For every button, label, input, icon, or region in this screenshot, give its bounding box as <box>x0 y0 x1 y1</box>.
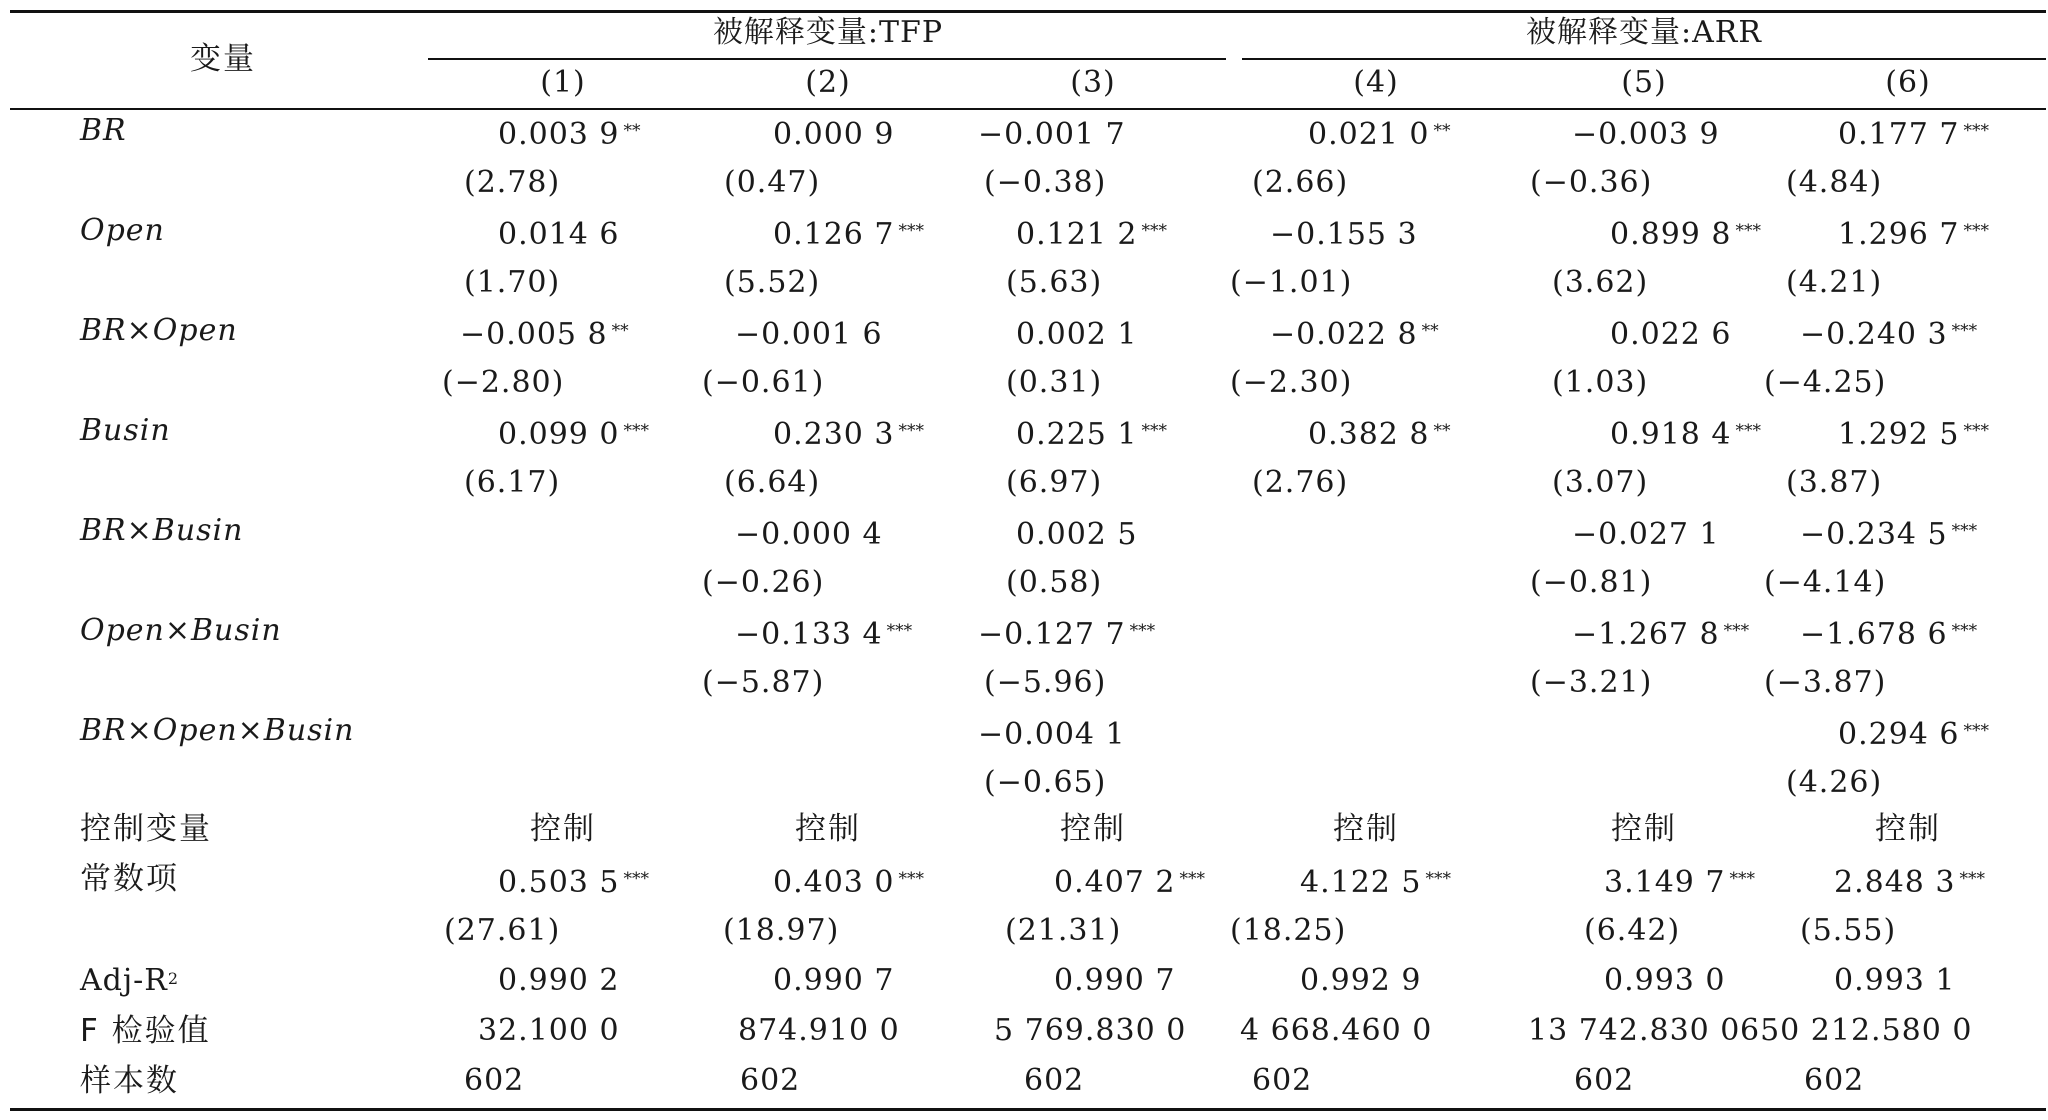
f-test-cell: 650 212.580 0 <box>1740 1013 1973 1048</box>
t-stat: (21.31) <box>1005 913 1122 948</box>
coef-value: −1.678 6 <box>1800 617 1948 652</box>
adj-r2-cell: 0.993 1 <box>1834 963 1956 998</box>
arr-group-header: 被解释变量:ARR <box>1526 15 1762 50</box>
coef-value: 0.503 5 <box>498 865 620 900</box>
significance-stars: *** <box>1735 421 1762 441</box>
significance-stars: *** <box>1141 221 1168 241</box>
row-label-busin: Busin <box>80 413 171 448</box>
significance-stars: ** <box>623 121 641 141</box>
t-stat: (4.21) <box>1786 265 1883 300</box>
coef-cell <box>498 418 649 452</box>
adj-r2-cell: 0.993 0 <box>1604 963 1726 998</box>
row-label-br-busin: BR×Busin <box>80 513 244 548</box>
controls-cell: 控制 <box>1875 811 1941 847</box>
t-stat: (6.64) <box>724 465 821 500</box>
coef-value: −0.001 7 <box>978 117 1126 152</box>
significance-stars: *** <box>1963 721 1990 741</box>
adj-r2-cell: 0.990 7 <box>1054 963 1176 998</box>
sample-size-cell: 602 <box>1252 1063 1313 1098</box>
coef-value: 0.225 1 <box>1016 417 1138 452</box>
significance-stars: ** <box>1433 121 1451 141</box>
sample-size-cell: 602 <box>1024 1063 1085 1098</box>
t-stat: (2.76) <box>1252 465 1349 500</box>
adj-r2-cell: 0.990 2 <box>498 963 620 998</box>
significance-stars: *** <box>1951 521 1978 541</box>
coef-value: 0.099 0 <box>498 417 620 452</box>
controls-cell: 控制 <box>1611 811 1677 847</box>
t-stat: (6.97) <box>1006 465 1103 500</box>
coef-cell <box>1572 618 1749 652</box>
coef-value: −0.003 9 <box>1572 117 1720 152</box>
coef-cell <box>1054 866 1205 900</box>
coef-cell <box>1610 418 1761 452</box>
coef-cell <box>735 518 883 552</box>
coef-cell <box>1800 318 1977 352</box>
t-stat: (−5.87) <box>702 665 825 700</box>
coef-cell <box>1270 218 1418 252</box>
coef-cell <box>498 118 641 152</box>
significance-stars: ** <box>1421 321 1439 341</box>
table-header-rule <box>10 108 2046 110</box>
coef-cell <box>1308 418 1451 452</box>
t-stat: (27.61) <box>444 913 561 948</box>
coef-cell <box>773 866 924 900</box>
t-stat: (−0.38) <box>984 165 1107 200</box>
coef-cell <box>1838 218 1989 252</box>
t-stat: (−2.80) <box>442 365 565 400</box>
significance-stars: *** <box>886 621 913 641</box>
significance-stars: *** <box>1951 621 1978 641</box>
controls-cell: 控制 <box>530 811 596 847</box>
f-test-cell: 32.100 0 <box>478 1013 620 1048</box>
coef-value: 0.177 7 <box>1838 117 1960 152</box>
coef-cell <box>773 118 895 152</box>
table-top-rule <box>10 10 2046 13</box>
t-stat: (−4.25) <box>1764 365 1887 400</box>
coef-cell <box>1610 218 1761 252</box>
coef-value: 0.021 0 <box>1308 117 1430 152</box>
t-stat: (18.25) <box>1230 913 1347 948</box>
coef-value: 0.121 2 <box>1016 217 1138 252</box>
t-stat: (−5.96) <box>984 665 1107 700</box>
significance-stars: *** <box>1963 421 1990 441</box>
t-stat: (0.58) <box>1006 565 1103 600</box>
coef-value: −0.027 1 <box>1572 517 1720 552</box>
coef-cell <box>1016 318 1138 352</box>
f-test-cell: 4 668.460 0 <box>1240 1013 1433 1048</box>
coef-cell <box>735 618 912 652</box>
coef-value: 4.122 5 <box>1300 865 1422 900</box>
row-label-controls: 控制变量 <box>80 811 212 847</box>
coef-value: 0.230 3 <box>773 417 895 452</box>
coef-value: 0.000 9 <box>773 117 895 152</box>
coef-value: −0.155 3 <box>1270 217 1418 252</box>
coef-cell <box>460 318 629 352</box>
t-stat: (−0.81) <box>1530 565 1653 600</box>
coef-value: −1.267 8 <box>1572 617 1720 652</box>
coef-cell <box>1572 518 1720 552</box>
row-label-constant: 常数项 <box>80 861 179 897</box>
significance-stars: *** <box>623 869 650 889</box>
column-header-4: (4) <box>1353 65 1399 100</box>
coef-value: 1.296 7 <box>1838 217 1960 252</box>
coef-cell <box>1800 618 1977 652</box>
t-stat: (−3.21) <box>1530 665 1653 700</box>
coef-value: −0.133 4 <box>735 617 883 652</box>
coef-value: −0.240 3 <box>1800 317 1948 352</box>
row-label-adj-r2 <box>80 964 179 998</box>
coef-value: −0.022 8 <box>1270 317 1418 352</box>
coef-value: 0.403 0 <box>773 865 895 900</box>
significance-stars: *** <box>1425 869 1452 889</box>
coef-value: −0.004 1 <box>978 717 1126 752</box>
row-label-f-test: F 检验值 <box>80 1013 211 1049</box>
row-label-open-busin: Open×Busin <box>80 613 282 648</box>
coef-cell <box>773 218 924 252</box>
significance-stars: *** <box>1723 621 1750 641</box>
t-stat: (−0.26) <box>702 565 825 600</box>
f-test-cell: 874.910 0 <box>738 1013 900 1048</box>
coef-value: −0.234 5 <box>1800 517 1948 552</box>
significance-stars: *** <box>1179 869 1206 889</box>
adj-r2-cell: 0.990 7 <box>773 963 895 998</box>
coef-cell <box>978 718 1126 752</box>
significance-stars: *** <box>1963 121 1990 141</box>
sample-size-cell: 602 <box>740 1063 801 1098</box>
t-stat: (1.70) <box>464 265 561 300</box>
coef-value: 0.899 8 <box>1610 217 1732 252</box>
adj-r2-superscript: 2 <box>167 969 180 988</box>
coef-cell <box>978 118 1126 152</box>
t-stat: (18.97) <box>723 913 840 948</box>
significance-stars: ** <box>611 321 629 341</box>
significance-stars: *** <box>1951 321 1978 341</box>
tfp-group-header: 被解释变量:TFP <box>712 15 944 50</box>
t-stat: (4.84) <box>1786 165 1883 200</box>
coef-cell <box>1016 518 1138 552</box>
t-stat: (5.63) <box>1006 265 1103 300</box>
t-stat: (2.78) <box>464 165 561 200</box>
sample-size-cell: 602 <box>1804 1063 1865 1098</box>
t-stat: (4.26) <box>1786 765 1883 800</box>
coef-value: 3.149 7 <box>1604 865 1726 900</box>
coef-value: 0.407 2 <box>1054 865 1176 900</box>
t-stat: (2.66) <box>1252 165 1349 200</box>
sample-size-cell: 602 <box>1574 1063 1635 1098</box>
sample-size-cell: 602 <box>464 1063 525 1098</box>
coef-value: 0.022 6 <box>1610 317 1732 352</box>
coef-cell <box>978 618 1155 652</box>
coef-cell <box>1838 418 1989 452</box>
row-label-br: BR <box>80 113 127 148</box>
variable-header: 变量 <box>190 41 256 77</box>
coef-cell <box>498 218 620 252</box>
coef-value: 0.002 5 <box>1016 517 1138 552</box>
coef-value: −0.005 8 <box>460 317 608 352</box>
t-stat: (−0.65) <box>984 765 1107 800</box>
significance-stars: *** <box>898 869 925 889</box>
column-header-5: (5) <box>1621 65 1667 100</box>
coef-value: 1.292 5 <box>1838 417 1960 452</box>
significance-stars: ** <box>1433 421 1451 441</box>
coef-value: 0.003 9 <box>498 117 620 152</box>
t-stat: (1.03) <box>1552 365 1649 400</box>
t-stat: (0.31) <box>1006 365 1103 400</box>
controls-cell: 控制 <box>1060 811 1126 847</box>
arr-group-rule <box>1242 58 2046 60</box>
coef-value: 0.382 8 <box>1308 417 1430 452</box>
row-label-open: Open <box>80 213 165 248</box>
t-stat: (−3.87) <box>1764 665 1887 700</box>
coef-value: −0.000 4 <box>735 517 883 552</box>
row-label-br-open-busin: BR×Open×Busin <box>80 713 355 748</box>
coef-cell <box>1800 518 1977 552</box>
controls-cell: 控制 <box>795 811 861 847</box>
row-label-sample-size: 样本数 <box>80 1063 179 1099</box>
significance-stars: *** <box>1963 221 1990 241</box>
t-stat: (−0.36) <box>1530 165 1653 200</box>
coef-cell <box>1300 866 1451 900</box>
coef-cell <box>1604 866 1755 900</box>
coef-cell <box>1016 418 1167 452</box>
coef-value: −0.001 6 <box>735 317 883 352</box>
column-header-2: (2) <box>805 65 851 100</box>
t-stat: (−1.01) <box>1230 265 1353 300</box>
coef-value: 2.848 3 <box>1834 865 1956 900</box>
coef-cell <box>1834 866 1985 900</box>
significance-stars: *** <box>898 421 925 441</box>
t-stat: (−4.14) <box>1764 565 1887 600</box>
significance-stars: *** <box>1729 869 1756 889</box>
t-stat: (3.62) <box>1552 265 1649 300</box>
t-stat: (5.55) <box>1800 913 1897 948</box>
f-test-cell: 5 769.830 0 <box>994 1013 1187 1048</box>
coef-value: 0.014 6 <box>498 217 620 252</box>
coef-value: 0.126 7 <box>773 217 895 252</box>
column-header-3: (3) <box>1070 65 1116 100</box>
controls-cell: 控制 <box>1333 811 1399 847</box>
coef-cell <box>1572 118 1720 152</box>
t-stat: (5.52) <box>724 265 821 300</box>
coef-cell <box>1308 118 1451 152</box>
significance-stars: *** <box>623 421 650 441</box>
significance-stars: *** <box>1129 621 1156 641</box>
significance-stars: *** <box>1735 221 1762 241</box>
coef-cell <box>773 418 924 452</box>
coef-value: 0.918 4 <box>1610 417 1732 452</box>
f-test-cell: 13 742.830 0 <box>1528 1013 1741 1048</box>
coef-value: 0.294 6 <box>1838 717 1960 752</box>
coef-cell <box>1016 218 1167 252</box>
table-bottom-rule <box>10 1108 2046 1111</box>
coef-cell <box>735 318 883 352</box>
column-header-1: (1) <box>540 65 586 100</box>
t-stat: (−2.30) <box>1230 365 1353 400</box>
coef-cell <box>1270 318 1439 352</box>
coef-cell <box>1838 118 1989 152</box>
coef-cell <box>1610 318 1732 352</box>
t-stat: (0.47) <box>724 165 821 200</box>
adj-r2-cell: 0.992 9 <box>1300 963 1422 998</box>
significance-stars: *** <box>898 221 925 241</box>
t-stat: (−0.61) <box>702 365 825 400</box>
coef-cell <box>498 866 649 900</box>
significance-stars: *** <box>1141 421 1168 441</box>
t-stat: (6.17) <box>464 465 561 500</box>
row-label-br-open: BR×Open <box>80 313 238 348</box>
adj-r2-label: Adj-R <box>80 963 168 998</box>
tfp-group-rule <box>428 58 1226 60</box>
coef-value: 0.002 1 <box>1016 317 1138 352</box>
t-stat: (6.42) <box>1584 913 1681 948</box>
coef-cell <box>1838 718 1989 752</box>
t-stat: (3.87) <box>1786 465 1883 500</box>
coef-value: −0.127 7 <box>978 617 1126 652</box>
significance-stars: *** <box>1959 869 1986 889</box>
column-header-6: (6) <box>1885 65 1931 100</box>
t-stat: (3.07) <box>1552 465 1649 500</box>
